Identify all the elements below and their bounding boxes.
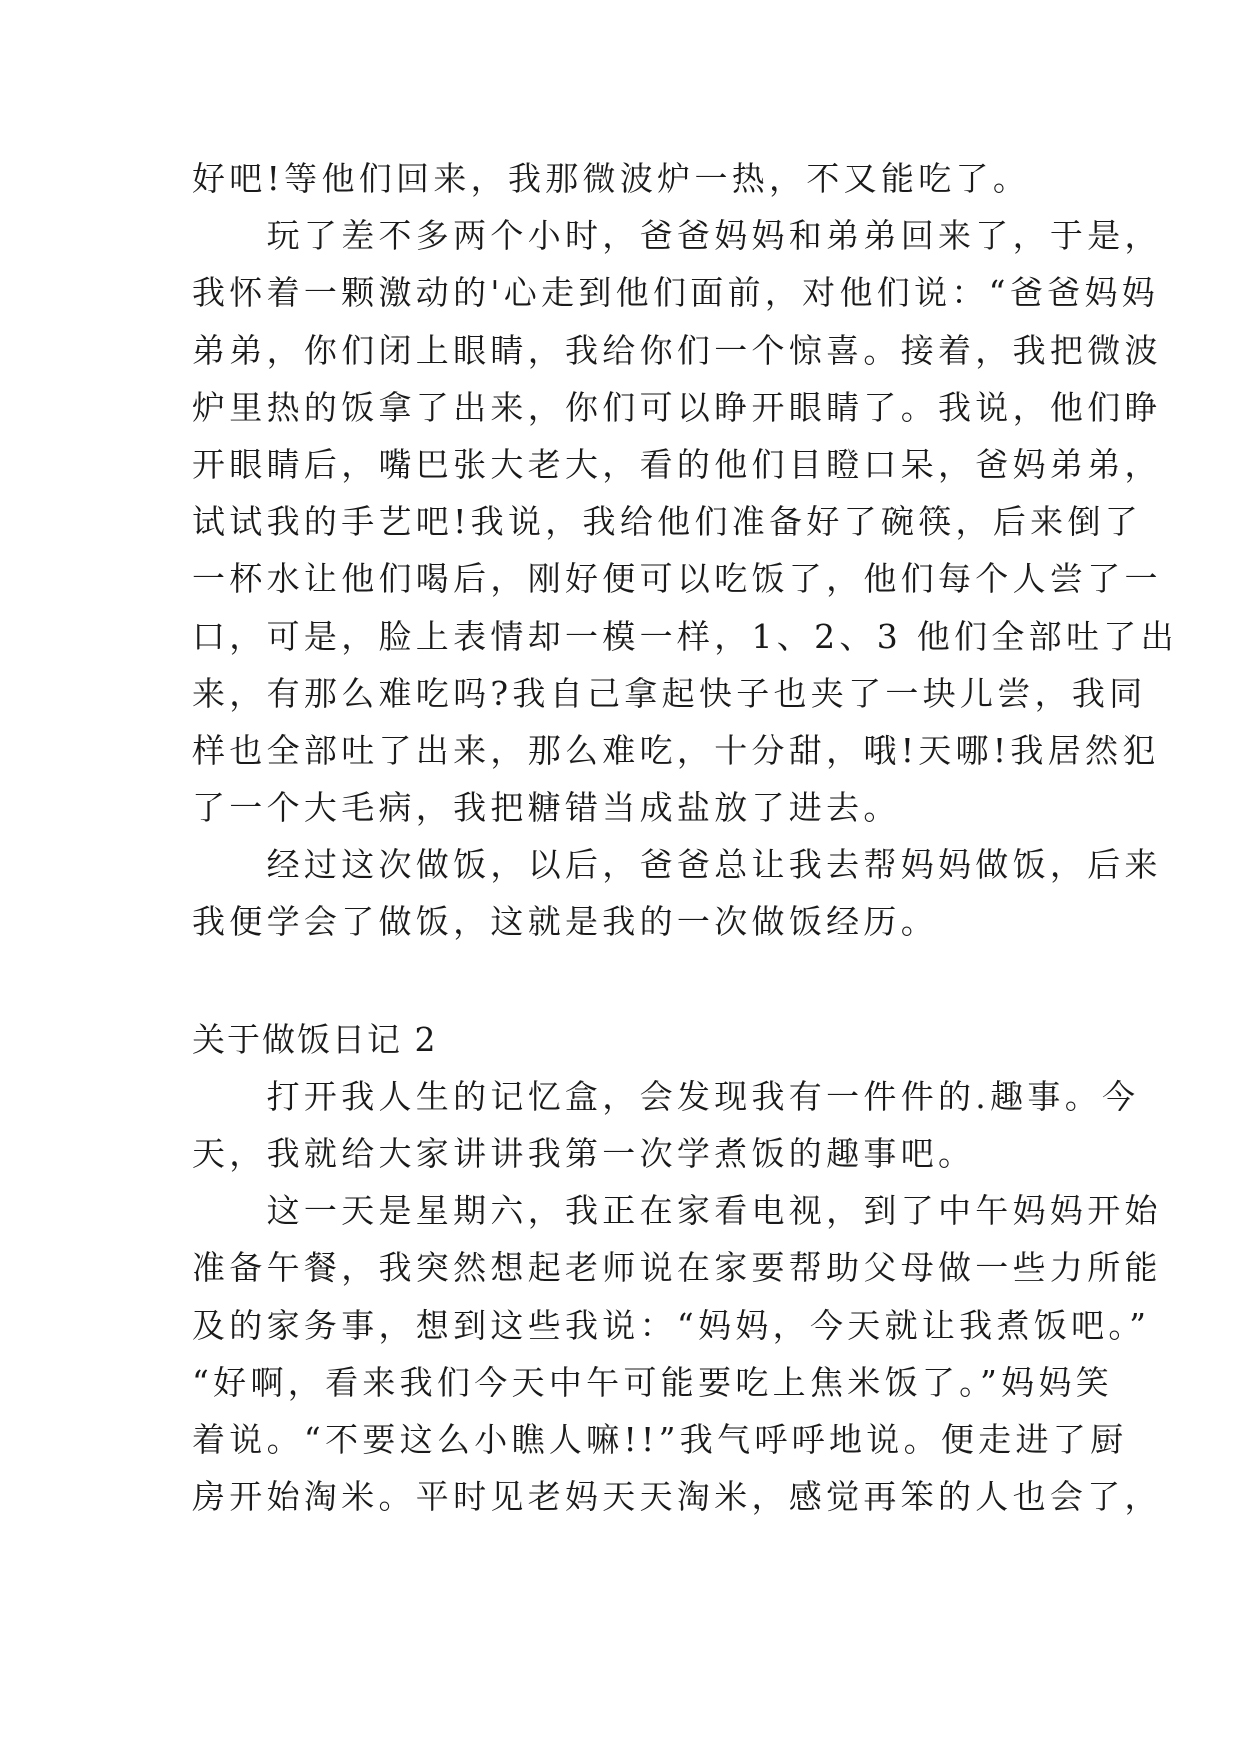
paragraph-line: 好吧!等他们回来，我那微波炉一热，不又能吃了。 (192, 159, 1031, 198)
paragraph-line: 玩了差不多两个小时，爸爸妈妈和弟弟回来了，于是， (192, 216, 1162, 256)
paragraph-line: 试试我的手艺吧!我说，我给他们准备好了碗筷，后来倒了 (192, 502, 1143, 542)
paragraph-line: 及的家务事，想到这些我说：“妈妈，今天就让我煮饭吧。” (192, 1305, 1151, 1345)
paragraph-line: 房开始淘米。平时见老妈天天淘米，感觉再笨的人也会了， (192, 1477, 1162, 1517)
section-title: 关于做饭日记 2 (192, 1019, 438, 1059)
paragraph-line: 我怀着一颗激动的'心走到他们面前，对他们说：“爸爸妈妈 (192, 273, 1160, 313)
document-body (192, 150, 1178, 1525)
paragraph-line: 了一个大毛病，我把糖错当成盐放了进去。 (192, 788, 901, 828)
paragraph-line: 着说。“不要这么小瞧人嘛!!”我气呼呼地说。便走进了厨 (192, 1419, 1128, 1459)
paragraph-line: 经过这次做饭，以后，爸爸总让我去帮妈妈做饭，后来 (192, 845, 1162, 885)
paragraph-line: 天，我就给大家讲讲我第一次学煮饭的趣事吧。 (192, 1134, 976, 1173)
paragraph-line: 打开我人生的记忆盒，会发现我有一件件的.趣事。今 (192, 1076, 1140, 1116)
paragraph-line: 炉里热的饭拿了出来，你们可以睁开眼睛了。我说，他们睁 (192, 387, 1162, 427)
paragraph-line: “好啊，看来我们今天中午可能要吃上焦米饭了。”妈妈笑 (192, 1362, 1114, 1402)
paragraph-line: 开眼睛后，嘴巴张大老大，看的他们目瞪口呆，爸妈弟弟， (192, 444, 1162, 484)
paragraph-line: 我便学会了做饭，这就是我的一次做饭经历。 (192, 902, 938, 942)
paragraph-line: 样也全部吐了出来，那么难吃，十分甜，哦!天哪!我居然犯 (192, 730, 1160, 770)
paragraph-line: 一杯水让他们喝后，刚好便可以吃饭了，他们每个人尝了一 (192, 559, 1162, 599)
paragraph-line: 来，有那么难吃吗?我自己拿起快子也夹了一块儿尝，我同 (192, 673, 1147, 713)
paragraph-line: 口，可是，脸上表情却一模一样，1、2、3 他们全部吐了出 (192, 616, 1178, 656)
section-spacer (192, 951, 1072, 1011)
paragraph-line: 这一天是星期六，我正在家看电视，到了中午妈妈开始 (192, 1191, 1162, 1231)
paragraph-line: 准备午餐，我突然想起老师说在家要帮助父母做一些力所能 (192, 1248, 1162, 1288)
paragraph-line: 弟弟，你们闭上眼睛，我给你们一个惊喜。接着，我把微波 (192, 330, 1162, 370)
